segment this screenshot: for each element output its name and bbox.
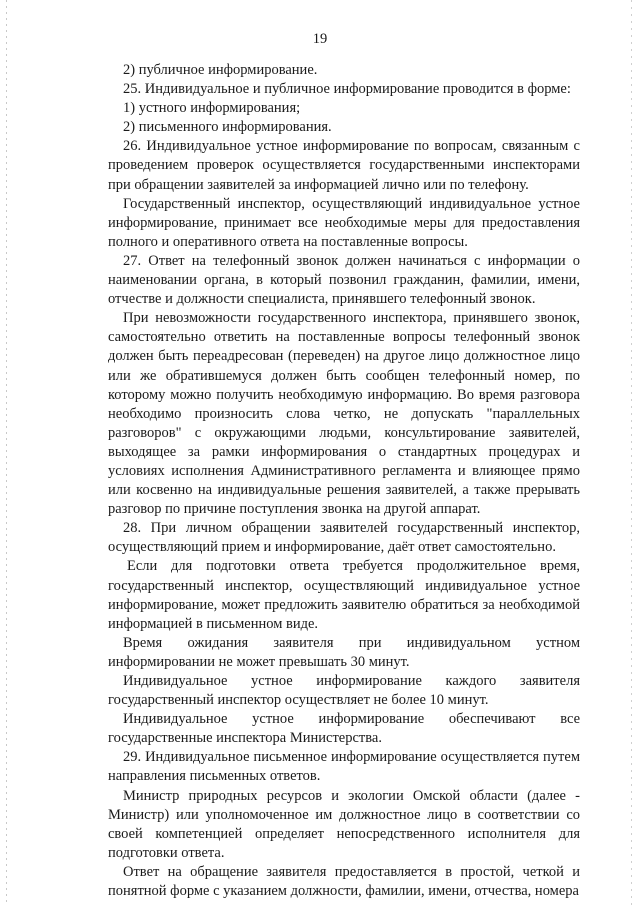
- paragraph-oral-duration: Индивидуальное устное информирование каждого заявителя государственный инспектор осуществляет не более 10 минут.: [108, 673, 580, 709]
- page-number: 19: [312, 31, 328, 47]
- paragraph-28: 28. При личном обращении заявителей государственный инспектор, осуществляющий прием и информирование, даёт ответ самостоятельно.: [108, 520, 580, 556]
- document-body: [108, 61, 580, 901]
- paragraph-26: 26. Индивидуальное устное информирование по вопросам, связанным с проведением проверок осуществляется государственными инспекторами при обращении заявителей за информацией лично или по телефону.: [108, 138, 580, 193]
- paragraph-call-redirect: При невозможности государственного инспектора, принявшего звонок, самостоятельно ответить на поставленные вопросы телефонный звонок должен быть переадресован (переведен) на другое лицо должностное лицо или же обратившемуся должен быть сообщен телефонный номер, по которому можно получить необходимую информацию. Во время разговора необходимо произносить слова четко, не допускать "параллельных разговоров" с окружающими людьми, консультирование заявителей, выходящее за рамки информирования о стандартных процедурах и условиях исполнения Административного регламента и влияющее прямо или косвенно на индивидуальные решения заявителей, а также прерывать разговор по причине поступления звонка на другой аппарат.: [108, 310, 580, 518]
- paragraph-item-1-oral: 1) устного информирования;: [123, 100, 301, 117]
- paragraph-item-2-public: 2) публичное информирование.: [123, 62, 318, 78]
- scan-edge-right: [631, 0, 632, 905]
- paragraph-waiting-time: Время ожидания заявителя при индивидуальном устном информировании не может превышать 30 минут.: [108, 634, 580, 670]
- paragraph-29: 29. Индивидуальное письменное информирование осуществляется путем направления письменных ответов.: [108, 749, 580, 785]
- paragraph-long-preparation: Если для подготовки ответа требуется продолжительное время, государственный инспектор, осуществляющий индивидуальное устное информирование, может предложить заявителю обратиться за необходимой информацией в письменном виде.: [108, 558, 580, 632]
- scan-edge-left: [6, 0, 7, 905]
- paragraph-item-2-written: 2) письменного информирования.: [123, 119, 332, 136]
- paragraph-all-inspectors: Индивидуальное устное информирование обеспечивают все государственные инспектора Министерства.: [108, 711, 580, 747]
- paragraph-inspector-oral: Государственный инспектор, осуществляющий индивидуальное устное информирование, принимает все необходимые меры для предоставления полного и оперативного ответа на поставленные вопросы.: [108, 195, 580, 250]
- paragraph-answer-form: Ответ на обращение заявителя предоставляется в простой, четкой и понятной форме с указанием должности, фамилии, имени, отчества, номера: [108, 863, 580, 900]
- paragraph-25: 25. Индивидуальное и публичное информирование проводится в форме:: [123, 81, 571, 98]
- paragraph-27: 27. Ответ на телефонный звонок должен начинаться с информации о наименовании органа, в который позвонил гражданин, фамилии, имени, отчестве и должности специалиста, принявшего телефонный звонок.: [108, 252, 580, 308]
- paragraph-minister: Министр природных ресурсов и экологии Омской области (далее - Министр) или уполномоченное им должностное лицо в соответствии со своей компетенцией определяет непосредственного исполнителя для подготовки ответа.: [108, 787, 580, 861]
